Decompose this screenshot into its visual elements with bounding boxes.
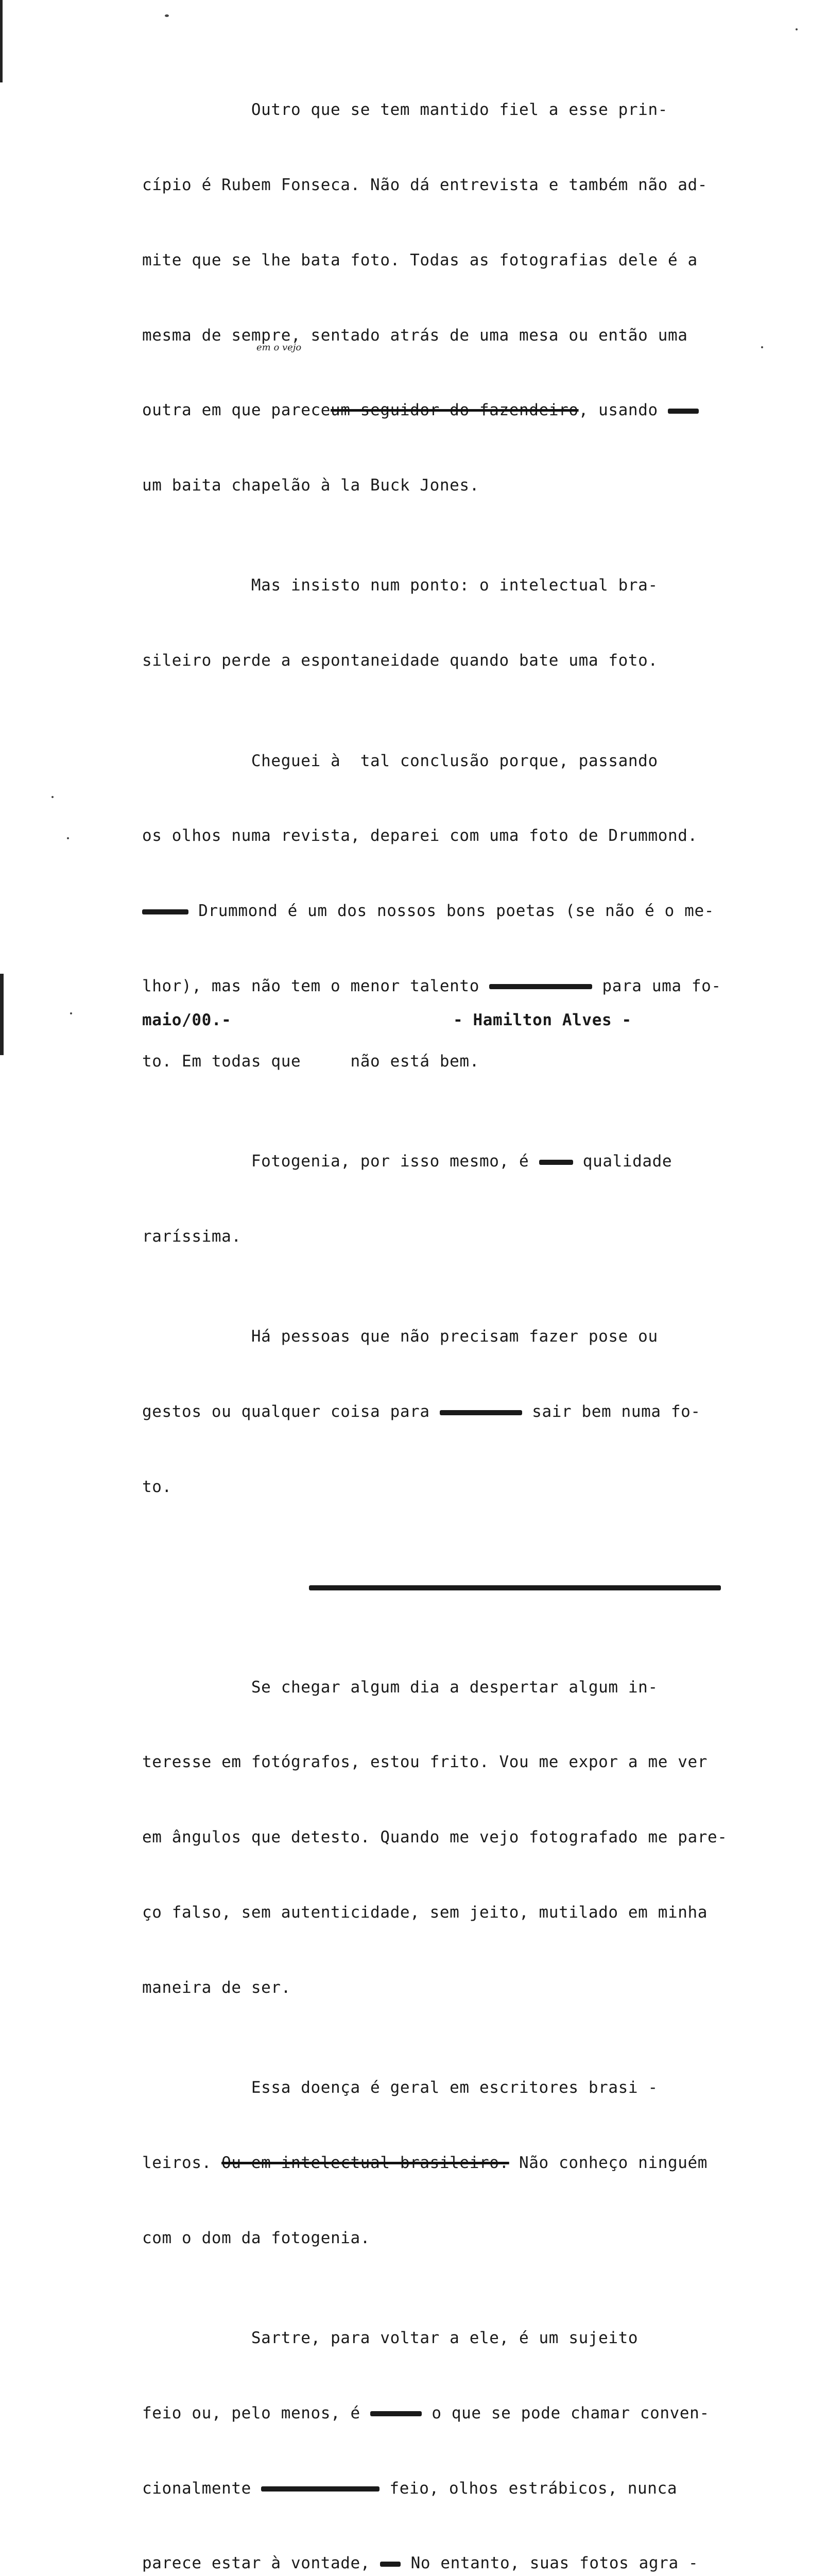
text-fragment: sair bem numa fo-: [522, 1402, 701, 1421]
text-line: to.: [142, 1477, 172, 1496]
text-fragment: Fotogenia, por isso mesmo, é: [142, 1152, 539, 1171]
text-fragment: gestos ou qualquer coisa para: [142, 1402, 440, 1421]
text-line: com o dom da fotogenia.: [142, 2228, 371, 2247]
scan-edge-mark: [0, 0, 3, 82]
scan-speck: [51, 796, 54, 798]
struck-line: [142, 1574, 760, 1600]
scribble-mark: [539, 1160, 573, 1165]
footer-author: - Hamilton Alves -: [453, 1011, 632, 1029]
handwritten-annotation: em o vejo: [256, 342, 302, 353]
text-line: os olhos numa revista, deparei com uma foto de Drummond.: [142, 826, 698, 845]
scan-speck: [67, 837, 69, 839]
footer-date: maio/00.-: [142, 1011, 232, 1029]
scan-edge-mark: [0, 974, 4, 1055]
scribble-mark: [440, 1410, 522, 1415]
text-line: cípio é Rubem Fonseca. Não dá entrevista e também não ad-: [142, 175, 708, 194]
text-line: mesma de sempre, sentado atrás de uma mesa ou então uma: [142, 326, 688, 345]
text-line: [142, 899, 760, 924]
text-line: Há pessoas que não precisam fazer pose ou: [142, 1327, 658, 1346]
text-line: teresse em fotógrafos, estou frito. Vou me expor a me ver: [142, 1753, 708, 1772]
text-line: Essa doença é geral em escritores brasi -: [142, 2078, 658, 2097]
text-fragment: Não conheço ninguém: [509, 2153, 708, 2172]
scribble-mark: [142, 909, 188, 914]
text-fragment: Drummond é um dos nossos bons poetas (se não é o me-: [188, 902, 714, 921]
text-line: [142, 974, 760, 999]
scribble-mark: [489, 984, 592, 989]
text-fragment: lhor), mas não tem o menor talento: [142, 976, 490, 995]
text-fragment: qualidade: [573, 1152, 672, 1171]
text-line: to. Em todas que não está bem.: [142, 1052, 479, 1071]
text-fragment: outra em que parece: [142, 401, 331, 420]
scribble-mark: [261, 2486, 380, 2492]
text-line: sileiro perde a espontaneidade quando bate uma foto.: [142, 651, 658, 670]
text-line: mite que se lhe bata foto. Todas as fotografias dele é a: [142, 250, 698, 269]
text-fragment: parece estar à vontade,: [142, 2554, 381, 2573]
scan-speck: [796, 28, 798, 30]
scan-speck: [165, 14, 169, 17]
text-line: [142, 2401, 760, 2426]
text-fragment: o que se pode chamar conven-: [422, 2403, 710, 2422]
text-line: um baita chapelão à la Buck Jones.: [142, 476, 479, 495]
text-line: raríssima.: [142, 1227, 242, 1246]
text-line: ço falso, sem autenticidade, sem jeito, mutilado em minha: [142, 1903, 708, 1922]
text-line: Mas insisto num ponto: o intelectual bra-: [142, 576, 658, 595]
text-fragment: , usando: [578, 401, 668, 420]
text-line: Outro que se tem mantido fiel a esse prin-: [142, 100, 668, 120]
text-fragment: leiros.: [142, 2153, 222, 2172]
text-fragment: cionalmente: [142, 2479, 262, 2498]
text-line: Sartre, para voltar a ele, é um sujeito: [142, 2329, 639, 2348]
text-line: em ângulos que detesto. Quando me vejo fotografado me pare-: [142, 1828, 728, 1847]
scribble-mark: [309, 1585, 721, 1590]
text-fragment: feio, olhos estrábicos, nunca: [380, 2479, 678, 2498]
text-line: Cheguei à tal conclusão porque, passando: [142, 751, 658, 770]
text-line: [142, 2551, 760, 2576]
text-line: [142, 1149, 760, 1174]
struck-text: Ou em intelectual brasileiro.: [221, 2153, 509, 2172]
text-line: maneira de ser.: [142, 1978, 291, 1997]
text-fragment: No entanto, suas fotos agra -: [401, 2554, 699, 2573]
scribble-mark: [668, 409, 699, 414]
text-line: [142, 1399, 760, 1425]
text-line: [142, 2150, 760, 2176]
scan-speck: [761, 346, 763, 348]
text-line: [142, 2476, 760, 2501]
text-fragment: feio ou, pelo menos, é: [142, 2403, 371, 2422]
text-fragment: para uma fo-: [592, 976, 721, 995]
body-text: [142, 47, 760, 2576]
struck-text: um seguidor do fazendeiro: [331, 401, 579, 420]
scribble-mark: [370, 2411, 422, 2416]
scribble-mark: [380, 2562, 401, 2567]
text-line: Se chegar algum dia a despertar algum in-: [142, 1677, 658, 1697]
scan-speck: [70, 1012, 72, 1014]
text-line: [142, 398, 760, 423]
